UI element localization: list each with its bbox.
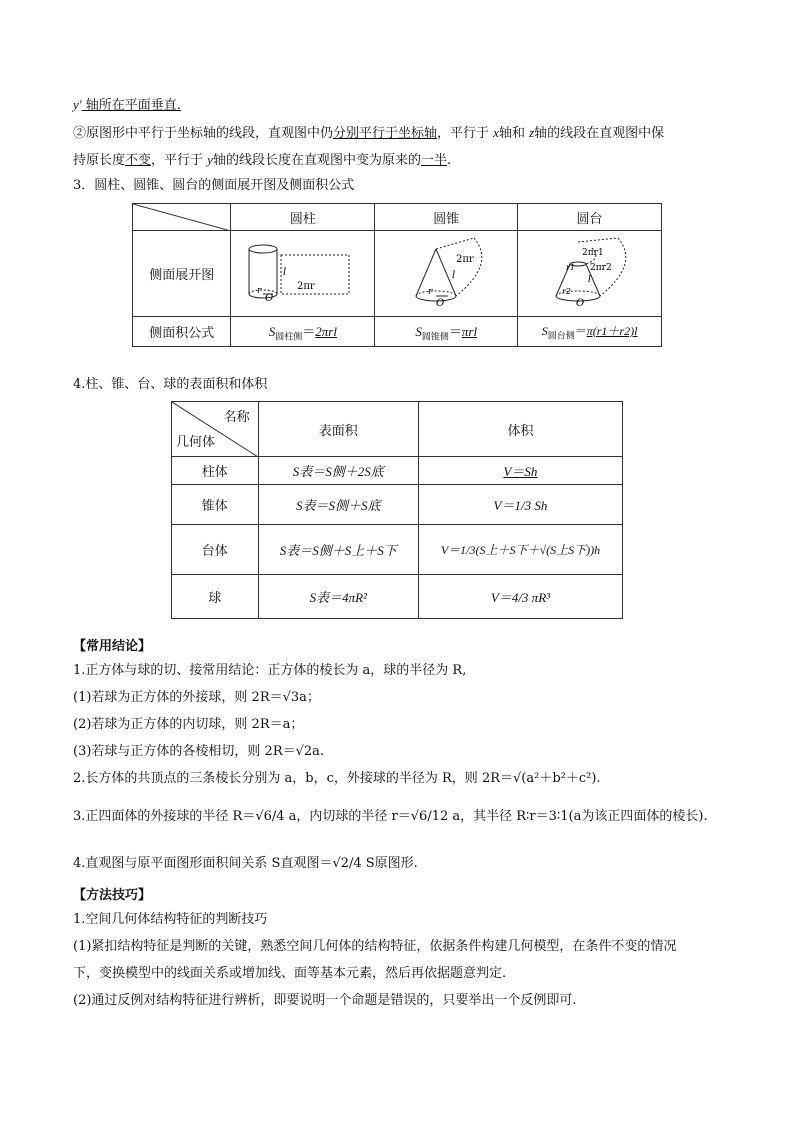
f-cyl-s: S: [268, 323, 276, 339]
corner-cell: [133, 204, 231, 231]
f-cyl-val: 2πrl: [315, 323, 337, 339]
intro-l2-d: 轴的线段在直观图中保: [534, 126, 665, 141]
f-cone-eq: ＝: [448, 324, 462, 340]
row-name-pyramid: 锥体: [172, 485, 259, 525]
conclusion-1: 1.正方体与球的切、接常用结论：正方体的棱长为 a，球的半径为 R,: [73, 663, 467, 678]
corner-cell-2: [172, 402, 259, 457]
header-volume: 体积: [418, 402, 622, 457]
surface-volume-table: [171, 401, 623, 619]
f-frustum-s: S: [541, 323, 548, 338]
method-1a-line2: 下，变换模型中的线面关系或增加线、面等基本元素，然后再依据题意判定.: [73, 966, 507, 981]
cone-circ-label: 2πr: [456, 253, 474, 265]
vol-sphere: V＝4/3 πR³: [418, 575, 622, 619]
intro-l3-d: .: [446, 153, 452, 168]
vol-prism: V＝Sh: [418, 457, 622, 485]
row-label-formula: 侧面积公式: [133, 317, 231, 347]
method-1a-line1: (1)紧扣结构特征是判断的关键，熟悉空间几何体的结构特征，依据条件构建几何模型，在条件不变的情况: [73, 939, 677, 954]
frustum-o-label: O: [575, 297, 584, 309]
intro-line-1: [73, 96, 181, 115]
formula-cone: [375, 317, 518, 347]
cyl-r-label: r: [256, 285, 262, 296]
intro-l2-c: 轴和: [498, 126, 530, 141]
row-name-frustum: 台体: [172, 525, 259, 575]
f-frustum-val: π(r1＋r2)l: [586, 323, 638, 338]
cone-unfold-figure: [375, 231, 518, 317]
methods-heading: 【方法技巧】: [73, 888, 152, 903]
row-label-unfold: 侧面展开图: [133, 231, 231, 317]
intro-l3-c: 轴的线段长度在直观图中变为原来的: [212, 153, 421, 168]
vol-frustum: V＝1/3(S上＋S下＋√(S上S下))h: [418, 525, 622, 575]
row-name-sphere: 球: [172, 575, 259, 619]
conclusion-3: 3.正四面体的外接球的半径 R＝√6/4 a，内切球的半径 r＝√6/12 a，其半径 R∶r＝3∶1(a为该正四面体的棱长).: [73, 809, 708, 824]
cylinder-unfold-figure: [231, 231, 375, 317]
f-cone-sub: 圆锥侧: [421, 332, 449, 343]
section4-title: 4.柱、锥、台、球的表面积和体积: [73, 377, 268, 392]
frustum-c2-label: 2πr2: [589, 262, 612, 273]
intro-line-3: [73, 151, 451, 170]
frustum-c1-label: 2πr1: [581, 247, 604, 258]
conclusions-heading: 【常用结论】: [73, 639, 152, 654]
conclusion-2: 2.长方体的共顶点的三条棱长分别为 a，b，c，外接球的半径为 R，则 2R＝√(a²＋b²＋c²).: [73, 771, 601, 786]
conclusion-1b: (2)若球为正方体的内切球，则 2R＝a；: [73, 717, 304, 732]
cone-o-label: O: [436, 297, 445, 309]
intro-l3-half: 一半: [420, 153, 447, 168]
y-prime-symbol: y′: [73, 97, 82, 112]
conclusion-1c: (3)若球与正方体的各棱相切，则 2R＝√2a.: [73, 744, 325, 759]
area-frustum: S表＝S侧＋S上＋S下: [258, 525, 418, 575]
f-frustum-eq: ＝: [574, 323, 587, 338]
cylinder-diagram: [243, 239, 363, 309]
intro-l2-underlined: 分别平行于坐标轴: [333, 126, 438, 141]
method-1: 1.空间几何体结构特征的判断技巧: [73, 912, 268, 927]
frustum-unfold-figure: [518, 231, 662, 317]
x-symbol: x: [493, 125, 499, 140]
lateral-surface-table: [132, 203, 662, 347]
corner-top-label: 名称: [223, 410, 250, 425]
intro-l1-text: 轴所在平面垂直.: [81, 98, 181, 113]
formula-cylinder: [231, 317, 375, 347]
conclusion-1a: (1)若球为正方体的外接球，则 2R＝√3a；: [73, 690, 320, 705]
header-frustum: 圆台: [518, 204, 662, 231]
cone-r-label: r: [428, 286, 433, 297]
header-area: 表面积: [258, 402, 418, 457]
formula-frustum: [518, 317, 662, 347]
f-cyl-sub: 圆柱侧: [275, 332, 303, 343]
area-prism: S表＝S侧＋2S底: [258, 457, 418, 485]
f-cone-s: S: [415, 323, 422, 339]
diagonal-line: [133, 204, 231, 231]
z-symbol: z: [529, 125, 535, 140]
vol-pyramid: V＝1/3 Sh: [418, 485, 622, 525]
row-name-prism: 柱体: [172, 457, 259, 485]
f-cone-val: πrl: [461, 323, 478, 339]
area-pyramid: S表＝S侧＋S底: [258, 485, 418, 525]
y-symbol: y: [207, 152, 213, 167]
intro-l3-unchanged: 不变: [125, 153, 152, 168]
intro-l2-a: ②原图形中平行于坐标轴的线段，直观图中仍: [73, 126, 334, 141]
header-cylinder: 圆柱: [231, 204, 375, 231]
intro-line-2: [73, 124, 664, 143]
f-cyl-eq: ＝: [302, 324, 316, 340]
frustum-r2-label: r2: [561, 286, 571, 296]
intro-l3-b: ，平行于: [151, 153, 208, 168]
corner-bottom-label: 几何体: [176, 435, 216, 450]
intro-l2-b: ，平行于: [437, 126, 494, 141]
intro-l3-a: 持原长度: [73, 153, 126, 168]
cyl-o-label: O: [264, 292, 274, 304]
cone-diagram: [386, 234, 506, 314]
frustum-diagram: [530, 234, 650, 314]
cyl-l-label: l: [282, 266, 287, 278]
frustum-r1-label: r1: [565, 262, 575, 272]
area-sphere: S表＝4πR²: [258, 575, 418, 619]
frustum-l-label: l: [587, 274, 591, 285]
section3-title: 3．圆柱、圆锥、圆台的侧面展开图及侧面积公式: [73, 178, 355, 193]
f-frustum-sub: 圆台侧: [547, 331, 575, 342]
conclusion-4: 4.直观图与原平面图形面积间关系 S直观图＝√2/4 S原图形.: [73, 856, 418, 871]
header-cone: 圆锥: [375, 204, 518, 231]
method-1b: (2)通过反例对结构特征进行辨析，即要说明一个命题是错误的，只要举出一个反例即可.: [73, 993, 577, 1008]
cone-l-label: l: [452, 269, 456, 281]
cyl-circ-label: 2πr: [296, 280, 315, 292]
